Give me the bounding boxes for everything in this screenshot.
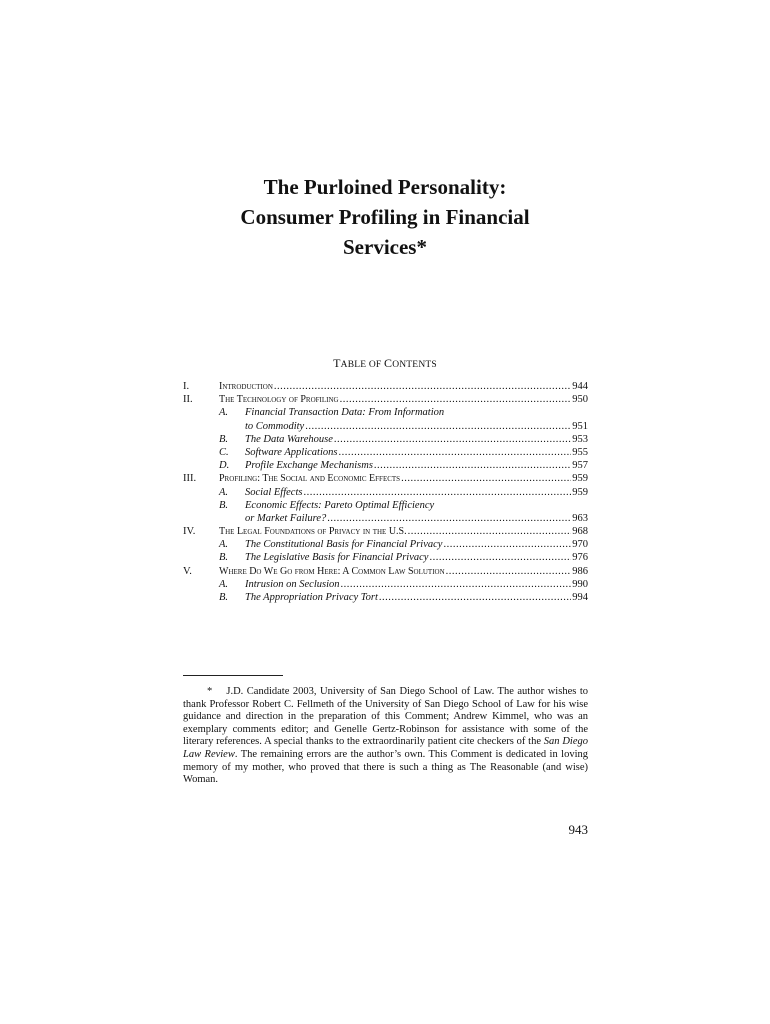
toc-entry-title: Software Applications [245, 446, 338, 458]
toc-entry [183, 565, 588, 578]
toc-dot-leader [274, 380, 571, 393]
toc-dot-leader [443, 538, 571, 551]
toc-entry-title: The Legal Foundations of Privacy in the U.S. [219, 526, 407, 538]
footnote-text-2: . The remaining errors are the author’s own. This Comment is dedicated in loving memory of my mother, who proved that there is such a thing as The Reasonable (and wise) Woman. [183, 748, 588, 786]
toc-entry-title: The Legislative Basis for Financial Privacy [245, 552, 429, 564]
footnote-text-1: J.D. Candidate 2003, University of San Diego School of Law. The author wishes to thank Professor Robert C. Fellmeth of the University of San Diego School of Law for his wise guidance and direction in the preparation of this Comment; Andrew Kimmel, who was an exemplary comments editor; and Genelle Gertz-Robinson for assistance with some of the literary references. A special thanks to the extraordinarily patient cite checkers of the [183, 686, 589, 748]
toc-entry-title: The Technology of Profiling [219, 394, 339, 406]
toc-dot-leader [429, 551, 571, 564]
toc-entry-letter: A. [219, 578, 229, 590]
toc-entry [183, 380, 588, 393]
toc-dot-leader [374, 459, 571, 472]
toc-entry-page: 986 [572, 565, 588, 577]
toc-entry [183, 433, 588, 446]
toc-dot-leader [341, 578, 572, 591]
toc-entry-title: Profile Exchange Mechanisms [245, 460, 373, 472]
toc-dot-leader [401, 472, 571, 485]
toc-entry-letter: A. [219, 486, 229, 498]
footnote-divider [183, 675, 283, 676]
toc-entry-page: 950 [572, 394, 588, 406]
toc-entry [183, 512, 588, 525]
toc-entry [183, 393, 588, 406]
title-line-2: Consumer Profiling in Financial [240, 205, 530, 229]
toc-entry-letter: B. [219, 433, 229, 445]
toc-entry-page: 959 [572, 486, 588, 498]
toc-entry [183, 578, 588, 591]
toc-entry-number: V. [183, 565, 192, 577]
toc-entry-page: 953 [572, 433, 588, 445]
toc-entry [183, 459, 588, 472]
toc-entry-letter: D. [219, 460, 230, 472]
page-number: 943 [568, 822, 588, 837]
toc-entry [183, 486, 588, 499]
toc-entry-letter: C. [219, 446, 229, 458]
toc-entry [183, 591, 588, 604]
toc-dot-leader [379, 591, 571, 604]
toc-entry [183, 446, 588, 459]
toc-dot-leader [340, 393, 572, 406]
footnote [183, 686, 588, 787]
toc-entry-title: The Data Warehouse [245, 433, 333, 445]
toc-entry [183, 420, 588, 433]
toc-entry-title: or Market Failure? [245, 512, 327, 524]
toc-entry [183, 406, 588, 419]
toc-entry [183, 538, 588, 551]
toc-entry-page: 990 [572, 578, 588, 590]
toc-entry-letter: B. [219, 592, 229, 603]
toc-entry-number: III. [183, 473, 197, 485]
toc-entry-title: The Constitutional Basis for Financial Privacy [245, 539, 443, 551]
toc-entry-page: 951 [572, 420, 588, 432]
toc-entry-page: 968 [572, 526, 588, 538]
toc-entry-page: 994 [572, 592, 588, 603]
toc-entry-letter: A. [219, 539, 229, 551]
toc-entry-title: to Commodity [245, 420, 305, 432]
toc-entry [183, 499, 588, 512]
toc-entry-page: 976 [572, 552, 588, 564]
toc-dot-leader [408, 525, 572, 538]
footnote-journal-name: San Diego Law Review [183, 736, 588, 760]
toc-entry-letter: A. [219, 407, 229, 419]
toc-entry-page: 963 [572, 512, 588, 524]
toc-entry-title: Introduction [219, 381, 273, 392]
toc-entry-title: Social Effects [245, 486, 303, 498]
toc-entry [183, 551, 588, 564]
toc-entry-title: Profiling: The Social and Economic Effects [219, 473, 401, 485]
toc-entry-title: The Appropriation Privacy Tort [245, 592, 378, 603]
toc-entry-letter: B. [219, 552, 229, 564]
toc-entry-page: 970 [572, 539, 588, 551]
toc-dot-leader [338, 446, 571, 459]
toc-entry-title: Economic Effects: Pareto Optimal Efficiency [245, 499, 435, 511]
toc-entry-page: 959 [572, 473, 588, 485]
toc-entry-title: Where Do We Go from Here: A Common Law Solution [219, 565, 445, 577]
toc-entry-title: Intrusion on Seclusion [245, 578, 340, 590]
table-of-contents [183, 380, 588, 604]
toc-entry-letter: B. [219, 499, 229, 511]
toc-entry-page: 944 [572, 381, 588, 392]
toc-entry [183, 472, 588, 485]
toc-heading: TABLE OF CONTENTS [333, 356, 437, 370]
title-line-1: The Purloined Personality: [263, 175, 507, 199]
title-line-3: Services* [343, 235, 427, 259]
toc-dot-leader [334, 433, 571, 446]
toc-entry-number: IV. [183, 526, 196, 538]
toc-dot-leader [446, 565, 572, 578]
toc-entry-title: Financial Transaction Data: From Information [245, 407, 445, 419]
toc-entry [183, 525, 588, 538]
toc-entry-page: 957 [572, 460, 588, 472]
toc-entry-number: I. [183, 381, 190, 392]
toc-dot-leader [305, 420, 571, 433]
toc-dot-leader [327, 512, 571, 525]
article-title [185, 172, 585, 262]
toc-entry-number: II. [183, 394, 193, 406]
footnote-marker: * [207, 686, 213, 697]
toc-dot-leader [303, 486, 571, 499]
toc-entry-page: 955 [572, 446, 588, 458]
